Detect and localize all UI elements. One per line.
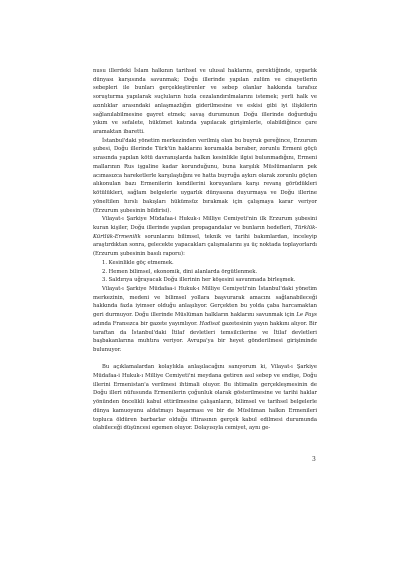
paragraph: nusu illerdeki İslam halkının tarihsel ve ulusal haklarını, gerektiğinde, uygarlık dünyası karşısında savunmak; Doğu illerinde yapılan zulüm ve cinayetlerin sebepleri ile bunları gerçekleştirenler ve sebep olanlar hakkında tarafsız soruşturma yapılarak suçluların hızla cezalandırılmalarını istemek; yerli halk ve azınlıklar arasındaki anlaşmazlığın giderilmesine ve eskisi gibi iyi ilişkilerin sağlanılabilmesine gayret etmek; savaş durumunun Doğu illerinde doğurduğu yıkım ve sefalete, hükümet katında yapılacak girişimlerle, olabildiğince çare aramaktan ibaretti. [93, 68, 317, 136]
paragraph-text: sorunlarını bilimsel, teknik ve tarihi bakımlardan, inceleyip araştırdıktan sonra, gelecekte yapacakları çalışmalarını şu üç noktada toplayorlardı (Erzurum şubesinin basılı raporu): [93, 233, 317, 258]
body-text [93, 67, 317, 433]
newspaper-title: Hadisat [199, 320, 221, 327]
list-item: 3. Saldırıya uğrayacak Doğu illerinin her köşesini savunmada birleşmek. [102, 277, 296, 284]
paragraph [93, 285, 317, 355]
paragraph-text: adında Fransızca bir gazete yayımlıyor. [93, 320, 200, 327]
paragraph-text: Vilayat-ı Şarkiye Müdafaa-i Hukuk-ı Milliye Cemiyeti'nin İstanbul'daki yönetim merkezinin, medeni ve bilimsel yollara başvurarak amacını sağlanabileceği hakkında fazla iyimser olduğu anlaşılıyor. Gerçekten bu yolda çaba harcamaktan geri durmuyor. Doğu illerinde Müslüman halkların haklarını savunmak için [93, 285, 317, 319]
paragraph-text: Vilayat-ı Şarkiye Müdafaa-i Hukuk-ı Milliye Cemiyeti'nin ilk Erzurum şubesini kuran kişiler, Doğu illerinde yapılan propagandalar ve bunların hedefleri, [93, 216, 317, 231]
newspaper-title: Le Pays [296, 312, 317, 319]
paragraph [93, 215, 317, 259]
paragraph-text: gazetesinin yayın hakkını alıyor. Bir taraftan da İstanbul'daki İtilaf devletleri temsilcilerine ve İtilaf devletleri başbakanlarına muhtıra veriyor. Avrupa'ya bir heyet gönderilmesi girişiminde bulunuyor. [93, 320, 317, 353]
page-number: 3 [312, 456, 316, 463]
paragraph: İstanbul'daki yönetim merkezinden verilmiş olan bu buyruk gereğince, Erzurum şubesi, Doğu illerinde Türk'ün haklarını korumakla beraber, zorunlu Ermeni göçü sırasında yapılan kötü davranışlarda halkın kesinlikle ilgisi bulunmadığını, Ermeni mallarının Rus işgaline kadar korunduğunu, buna karşılık Müslümanların pek acımasızca hareketlerle karşılaştığını ve hatta buyruğa aykırı olarak zorunlu göçten alıkonulan bazı Ermenilerin kendilerini koruyanlara karşı revanş görüdükleri kötülükleri, sağlam belgelerle uygarlık dünyasına duyurmaya ve Doğu illerine yöneltilen hırslı bakışları hükümsüz bırakmak için çalışmaya karar veriyor (Erzurum şubesinin bildirisi). [93, 137, 317, 214]
italic-term: Türklük-Kürtlük-Ermenilik [93, 224, 317, 240]
paragraph: Bu açıklamalardan kolaylıkla anlaşılacağını sanıyorum ki, Vilayat-ı Şarkiye Müdafaa-i Hukuk-ı Milliye Cemiyeti'ni meydana getiren asıl sebep ve endişe, Doğu illerini Ermenistan'a verilmesi ihtimali oluyor. Bu ihtimalin gerçekleşmesinin de Doğu illeri nüfusunda Ermenilerin çoğunluk olarak gösterilmesine ve tarihi haklar yönünden öncelikli kabul ettirilmesine çalışanların, bilimsel ve tarihsel belgelerle dünya kamuoyunu aldatmayı başarması ve bir de Müslüman halkın Ermenileri topluca öldüren barbarlar olduğu iftirasının gerçek kabul edilmesi durumunda olabileceği düşüncesi egemen oluyor. Dolayısıyla cemiyet, aynı ge- [93, 364, 317, 432]
list-item: 2. Hemen bilimsel, ekonomik, dini alanlarda örgütlenmek. [102, 268, 258, 275]
list-item: 1. Kesinlikle göç etmemek. [102, 259, 174, 266]
